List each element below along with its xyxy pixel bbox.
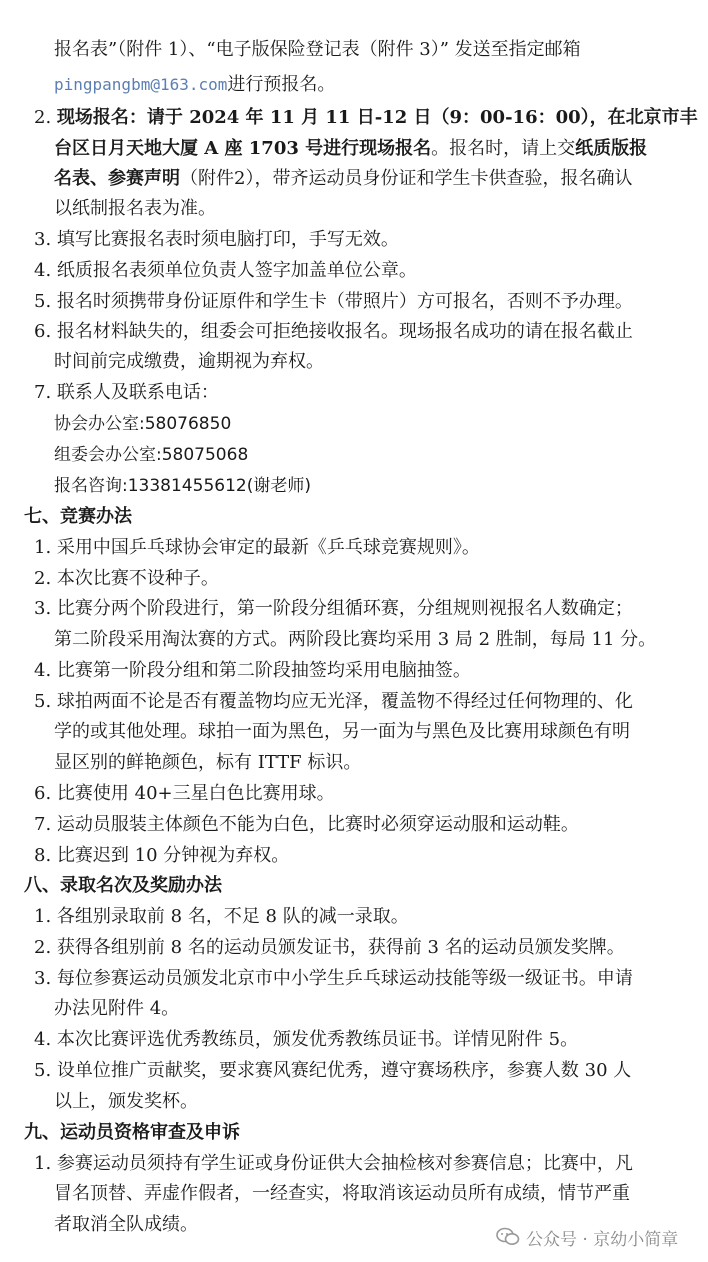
list-item: 4. 纸质报名表须单位负责人签字加盖单位公章。: [34, 260, 417, 281]
wechat-icon: [496, 1227, 520, 1247]
text-line: 台区日月天地大厦 A 座 1703 号进行现场报名。报名时，请上交纸质版报: [54, 138, 648, 159]
list-item: 5. 设单位推广贡献奖，要求赛风赛纪优秀，遵守赛场秩序，参赛人数 30 人: [34, 1060, 632, 1081]
list-item: 1. 参赛运动员须持有学生证或身份证供大会抽检核对参赛信息；比赛中，凡: [34, 1153, 633, 1174]
text-line: 名表、参赛声明（附件2），带齐运动员身份证和学生卡供查验，报名确认: [54, 168, 633, 189]
text-line: 以纸制报名表为准。: [54, 198, 216, 219]
watermark: [496, 1224, 678, 1250]
text-line: 者取消全队成绩。: [54, 1214, 198, 1235]
contact-line: 组委会办公室:58075068: [54, 445, 249, 465]
section-heading: 九、运动员资格审查及申诉: [24, 1122, 240, 1143]
text-line: 报名表”（附件 1）、“电子版保险登记表（附件 3）” 发送至指定邮箱: [54, 39, 581, 60]
list-item: 5. 球拍两面不论是否有覆盖物均应无光泽，覆盖物不得经过任何物理的、化: [34, 691, 633, 712]
list-item: 8. 比赛迟到 10 分钟视为弃权。: [34, 845, 290, 866]
contact-line: 协会办公室:58076850: [54, 414, 232, 434]
text-line: 办法见附件 4。: [54, 998, 180, 1019]
list-item: 2. 获得各组别前 8 名的运动员颁发证书，获得前 3 名的运动员颁发奖牌。: [34, 937, 625, 958]
list-item: 3. 比赛分两个阶段进行，第一阶段分组循环赛，分组规则视报名人数确定；: [34, 598, 633, 619]
text-line: 时间前完成缴费，逾期视为弃权。: [54, 351, 324, 372]
list-item: 2. 现场报名：请于 2024 年 11 月 11 日-12 日（9：00-16：00），在北京市丰: [34, 107, 698, 128]
list-item: 7. 联系人及联系电话：: [34, 382, 219, 403]
contact-line: 报名咨询:13381455612(谢老师): [54, 476, 311, 496]
list-item: 4. 本次比赛评选优秀教练员，颁发优秀教练员证书。详情见附件 5。: [34, 1029, 579, 1050]
text-line: 学的或其他处理。球拍一面为黑色，另一面为与黑色及比赛用球颜色有明: [54, 721, 630, 742]
text-line: 第二阶段采用淘汰赛的方式。两阶段比赛均采用 3 局 2 胜制，每局 11 分。: [54, 629, 657, 650]
list-item: 3. 每位参赛运动员颁发北京市中小学生乒乓球运动技能等级一级证书。申请: [34, 968, 633, 989]
list-item: 1. 各组别录取前 8 名，不足 8 队的减一录取。: [34, 906, 409, 927]
list-item: 3. 填写比赛报名表时须电脑打印，手写无效。: [34, 229, 399, 250]
text-line: pingpangbm@163.com进行预报名。: [54, 74, 336, 95]
email-link[interactable]: pingpangbm@163.com: [54, 75, 228, 94]
text-line: 冒名顶替、弄虚作假者，一经查实，将取消该运动员所有成绩，情节严重: [54, 1183, 630, 1204]
list-item: 4. 比赛第一阶段分组和第二阶段抽签均采用电脑抽签。: [34, 660, 471, 681]
list-item: 6. 报名材料缺失的，组委会可拒绝接收报名。现场报名成功的请在报名截止: [34, 321, 633, 342]
list-item: 5. 报名时须携带身份证原件和学生卡（带照片）方可报名，否则不予办理。: [34, 291, 633, 312]
section-heading: 八、录取名次及奖励办法: [24, 875, 222, 896]
section-heading: 七、竞赛办法: [24, 506, 132, 527]
text-line: 以上，颁发奖杯。: [54, 1091, 198, 1112]
list-item: 7. 运动员服装主体颜色不能为白色，比赛时必须穿运动服和运动鞋。: [34, 814, 579, 835]
list-item: 2. 本次比赛不设种子。: [34, 568, 219, 589]
text-line: 显区别的鲜艳颜色，标有 ITTF 标识。: [54, 752, 362, 773]
watermark-text: 公众号 · 京幼小简章: [526, 1229, 679, 1250]
list-item: 1. 采用中国乒乓球协会审定的最新《乒乓球竞赛规则》。: [34, 537, 480, 558]
list-item: 6. 比赛使用 40+三星白色比赛用球。: [34, 783, 335, 804]
